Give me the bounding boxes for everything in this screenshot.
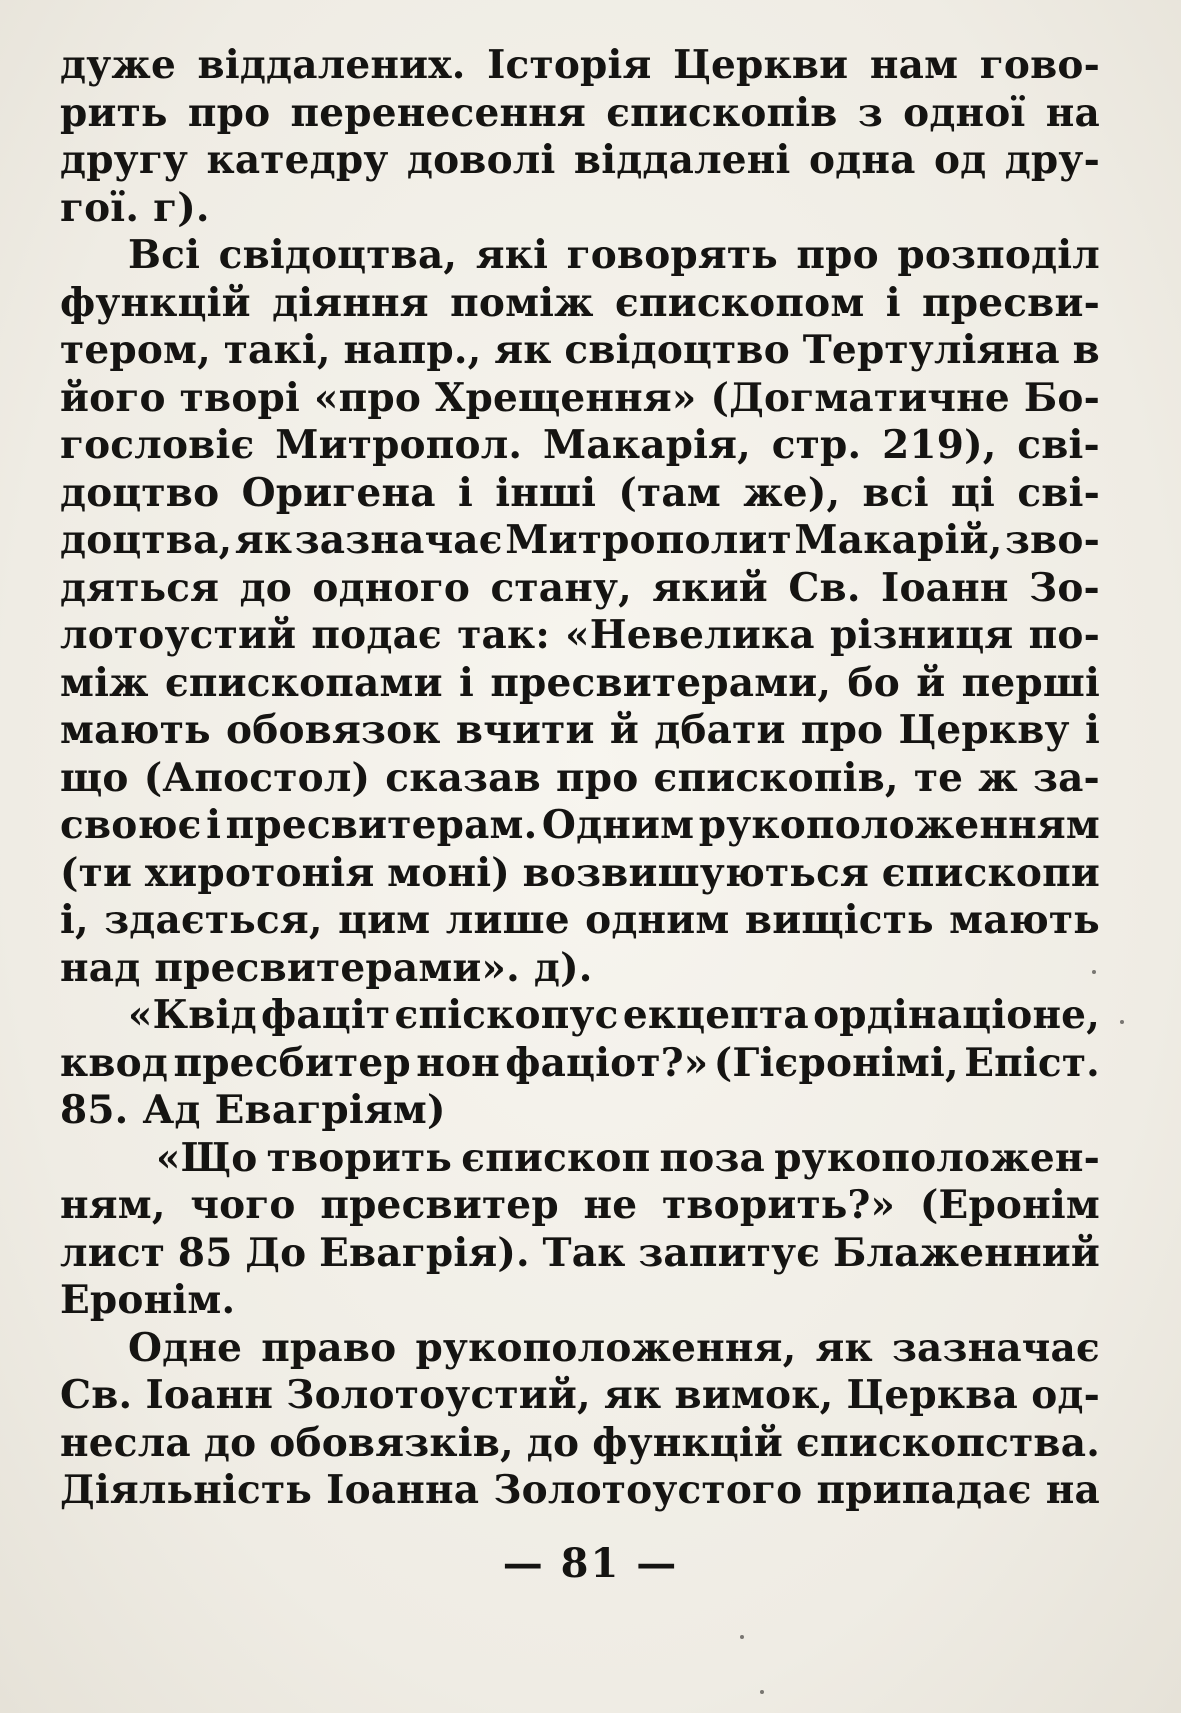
word: мають [60,707,211,753]
word: 219), [882,422,997,468]
word: функцій [60,279,251,326]
print-speck [760,1690,764,1694]
word: дбати [654,707,786,753]
text-line [60,1325,1100,1373]
word: бо [847,659,900,706]
word: гословіє [60,422,255,468]
word: ням, [60,1182,166,1228]
word: Золотоустий, [286,1372,591,1418]
word: пресви- [922,279,1100,326]
word: лише [445,897,570,943]
word: про [556,754,639,801]
word: своює [60,802,202,848]
word: (Догматичне [710,374,1010,421]
text-line [60,1040,1100,1088]
word: між [60,659,149,706]
word: і, [60,897,89,943]
word: напр., [343,327,482,373]
word: поза [659,1134,766,1181]
word: фаціт [261,992,391,1038]
word: діяння [272,279,429,326]
word: Митропол. [275,422,523,468]
text-line [60,232,1100,280]
text-line [60,1420,1100,1468]
word: по- [1028,612,1100,658]
text-line [60,802,1100,850]
word: Макарія, [542,422,751,468]
text-line [60,565,1100,613]
word: і [885,279,901,326]
word: вчити [455,707,595,753]
word: ордінаціоне, [813,992,1100,1038]
word: віддалені [573,137,791,183]
word: так: [457,612,550,658]
text-line [60,1087,1100,1135]
word: одним [585,897,730,943]
word: До [245,1229,307,1276]
word: зво- [1004,517,1100,563]
word: його [60,374,166,421]
word: Епіст. [964,1039,1100,1086]
text-line [60,1182,1100,1230]
word: Історія [487,42,652,88]
word: вищість [744,897,934,943]
word: Одне [128,1324,243,1371]
word: катедру [206,137,389,183]
word: обовязок [226,707,441,753]
word: ці [951,469,996,516]
word: й [609,707,639,753]
word: рукоположення, [415,1324,797,1371]
word: Св. [60,1372,133,1418]
word: Блаженний [832,1229,1100,1276]
word: які [475,232,549,278]
text-line [60,327,1100,375]
text-line [60,517,1100,565]
word: Евагріям) [214,1087,446,1133]
print-speck [1092,970,1096,974]
text-line [60,992,1100,1040]
print-speck [740,1635,744,1639]
word: як [494,327,552,373]
word: пресвитер [320,1182,559,1228]
word: який [652,564,768,611]
word: те [913,754,964,801]
word: Всі [128,232,201,278]
word: стр. [771,422,862,468]
word: од [933,137,987,183]
paragraph-4 [60,1135,1100,1325]
word: про [796,232,879,278]
text-line [60,612,1100,660]
word: зазначає [294,517,503,563]
word: цим [338,897,431,943]
word: про [187,89,271,136]
word: єпископства. [796,1419,1100,1466]
text-line [60,422,1100,470]
word: пресвитерами». [154,944,520,991]
word: моні) [387,849,510,896]
word: Тертуліяна [802,327,1060,373]
text-line [60,1135,1100,1183]
word: одного [312,564,471,611]
word: нон [416,1039,500,1086]
word: сві- [1017,422,1100,468]
word: творі [179,374,301,421]
word: гово- [979,42,1100,88]
word: хиротонія [144,849,375,896]
word: фаціот?» [505,1039,709,1086]
word: Церкви [673,42,849,88]
text-line [60,90,1100,138]
word: Св. [788,564,861,611]
word: Бо- [1023,374,1100,421]
word: як [815,1324,873,1371]
word: д). [533,944,593,991]
word: гої. [60,184,140,231]
word: Так [542,1229,626,1276]
word: єпископи [881,849,1100,896]
word: чого [190,1182,296,1228]
word: Оригена [241,469,436,516]
text-line [60,897,1100,945]
paragraph-5 [60,1325,1100,1515]
word: такі, [223,327,331,373]
word: сві- [1017,469,1100,516]
word: (ти [60,849,133,896]
paragraph-2 [60,232,1100,992]
word: лист [60,1229,166,1276]
word: і [206,802,222,848]
word: (Гієронімі, [713,1039,959,1086]
word: над [60,944,141,991]
word: як [234,517,293,563]
word: ж [978,754,1018,801]
text-line [60,755,1100,803]
word: пресвитерам. [225,802,538,848]
word: дяться [60,564,220,611]
text-line [60,1467,1100,1515]
word: запитує [638,1229,821,1276]
word: (там [618,469,721,516]
word: Іоанн [881,564,1009,611]
word: несла [60,1419,191,1466]
word: дру- [1004,137,1100,183]
word: і [459,659,475,706]
word: Іоанн [145,1372,274,1418]
word: дуже [60,42,176,88]
word: єпископів [606,89,838,136]
text-line [60,945,1100,993]
word: й [916,659,946,706]
word: (Еронім [919,1182,1100,1228]
word: свідоцтво [564,327,790,373]
text-line [60,850,1100,898]
word: сказав [385,754,541,801]
word: мають [949,897,1100,943]
word: на [1045,1467,1100,1513]
word: здається, [104,897,323,943]
word: «Квід [128,992,257,1038]
word: право [261,1324,397,1371]
word: возвишуються [522,849,870,896]
word: Золотоустого [493,1467,803,1513]
word: не [583,1182,638,1228]
word: рукоположенням [698,802,1100,848]
word: Зо- [1029,564,1100,611]
word: в [1072,327,1100,373]
word: віддалених. [197,42,466,88]
word: творить?» [662,1182,896,1228]
word: єпископом [615,279,865,326]
word: як [603,1372,662,1418]
word: доволі [406,137,556,183]
word: різниця [829,612,1014,658]
text-line [60,137,1100,185]
word: пресбитер [173,1039,411,1086]
word: і [1084,707,1100,753]
word: перенесення [290,89,586,136]
word: вимок, [674,1372,834,1418]
word: лотоустий [60,612,297,658]
word: що [60,754,129,801]
word: єпископів, [653,754,899,801]
word: до [526,1419,580,1466]
text-line [60,1277,1100,1325]
word: подає [311,612,442,658]
word: Церква [846,1372,1019,1418]
word: функцій [592,1419,784,1466]
word: з [857,89,883,136]
word: говорять [566,232,778,278]
word: за- [1032,754,1100,801]
word: поміж [450,279,594,326]
word: доцтво [60,469,220,516]
word: рукоположен- [774,1134,1100,1181]
word: розподіл [897,232,1100,278]
word: зазначає [891,1324,1100,1371]
word: доцтва, [60,517,233,563]
word: нам [869,42,959,88]
text-line [60,1230,1100,1278]
word: єпископ [461,1134,651,1181]
word: творить [266,1134,453,1181]
word: і [457,469,473,516]
word: єпископами [164,659,443,706]
word: тером, [60,327,211,373]
word: Митрополит [505,517,792,563]
body-text [60,42,1100,1515]
word: Ад [142,1087,201,1133]
word: єпіскопус [394,992,619,1038]
word: стану, [490,564,632,611]
word: од- [1031,1372,1100,1418]
word: пресвитерами, [490,659,832,706]
word: Одним [541,802,695,848]
word: до [239,564,292,611]
text-line [60,185,1100,233]
word: всі [862,469,929,516]
paragraph-1 [60,42,1100,232]
word: екцепта [622,992,809,1038]
print-speck [1120,1020,1124,1024]
word: г). [153,184,210,231]
text-line [60,470,1100,518]
word: «Невелика [565,612,815,658]
word: Хрещення» [435,374,697,421]
word: свідоцтва, [218,232,458,278]
word: інші [495,469,597,516]
paragraph-3 [60,992,1100,1135]
word: же), [743,469,841,516]
word: Макарій, [794,517,1003,563]
text-line [60,660,1100,708]
word: Діяльність [60,1467,313,1513]
word: припадає [816,1467,1032,1513]
word: 85 [177,1229,233,1276]
text-line [60,707,1100,755]
word: Евагрія). [319,1229,530,1276]
page-number: — 81 — [502,1540,679,1587]
word: Іоанна [326,1467,480,1513]
word: до [203,1419,257,1466]
text-line [60,280,1100,328]
word: на [1045,89,1100,136]
word: Еронім. [60,1277,236,1323]
word: обовязків, [269,1419,514,1466]
word: про [800,707,884,753]
text-line [60,42,1100,90]
word: одна [808,137,916,183]
word: «Що [156,1134,258,1181]
word: (Апостол) [143,754,371,801]
word: другу [60,137,189,183]
word: рить [60,89,168,136]
word: квод [60,1039,169,1086]
word: Церкву [898,707,1070,753]
word: перші [961,659,1100,706]
word: 85. [60,1087,129,1133]
text-line [60,1372,1100,1420]
text-line [60,375,1100,423]
word: «про [314,374,422,421]
word: одної [903,89,1026,136]
